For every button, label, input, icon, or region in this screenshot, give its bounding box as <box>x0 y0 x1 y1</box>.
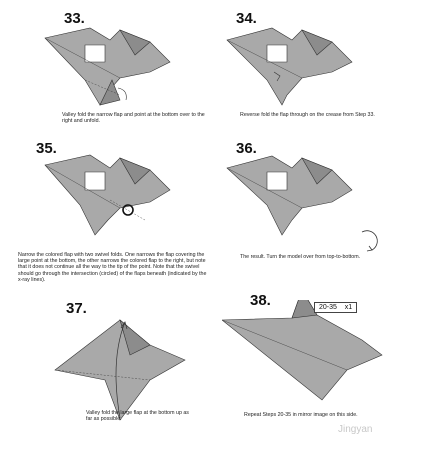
step-33-diagram <box>0 0 222 150</box>
step-number: 37. <box>66 300 87 317</box>
step-37-panel <box>0 300 222 456</box>
repeat-range: 20-35 <box>319 304 337 311</box>
step-34-diagram <box>222 0 444 150</box>
step-caption: Valley fold the narrow flap and point at the bottom over to the right and unfold. <box>62 112 205 125</box>
step-number: 35. <box>36 140 57 157</box>
step-caption: Reverse fold the flap through on the crease from Step 33. <box>240 112 375 118</box>
step-number: 34. <box>236 10 257 27</box>
step-caption: Narrow the colored flap with two swivel folds. One narrows the flap covering the large point at the bottom, the other narrows the colored flap to the right, but note that it does not continue all the way to the tip of the point. Note that the swivel should go through the intersection (circled) of the flaps beneath (indicated by the x-ray lines). <box>18 252 207 283</box>
step-38-panel <box>222 292 444 456</box>
step-caption: Repeat Steps 20-35 in mirror image on this side. <box>244 412 358 418</box>
step-37-diagram <box>0 300 222 456</box>
step-number: 36. <box>236 140 257 157</box>
step-33-panel <box>0 0 222 150</box>
step-36-panel <box>222 140 444 300</box>
repeat-box <box>314 302 357 313</box>
step-caption: Valley fold the large flap at the bottom up as far as possible. <box>86 410 189 423</box>
step-36-diagram <box>222 140 444 300</box>
step-number: 33. <box>64 10 85 27</box>
step-35-panel <box>0 140 222 300</box>
step-number: 38. <box>250 292 271 309</box>
step-38-diagram <box>222 300 444 456</box>
step-34-panel <box>222 0 444 150</box>
watermark: Jingyan <box>338 424 373 435</box>
repeat-count: x1 <box>344 304 353 311</box>
step-caption: The result. Turn the model over from top-to-bottom. <box>240 254 361 260</box>
